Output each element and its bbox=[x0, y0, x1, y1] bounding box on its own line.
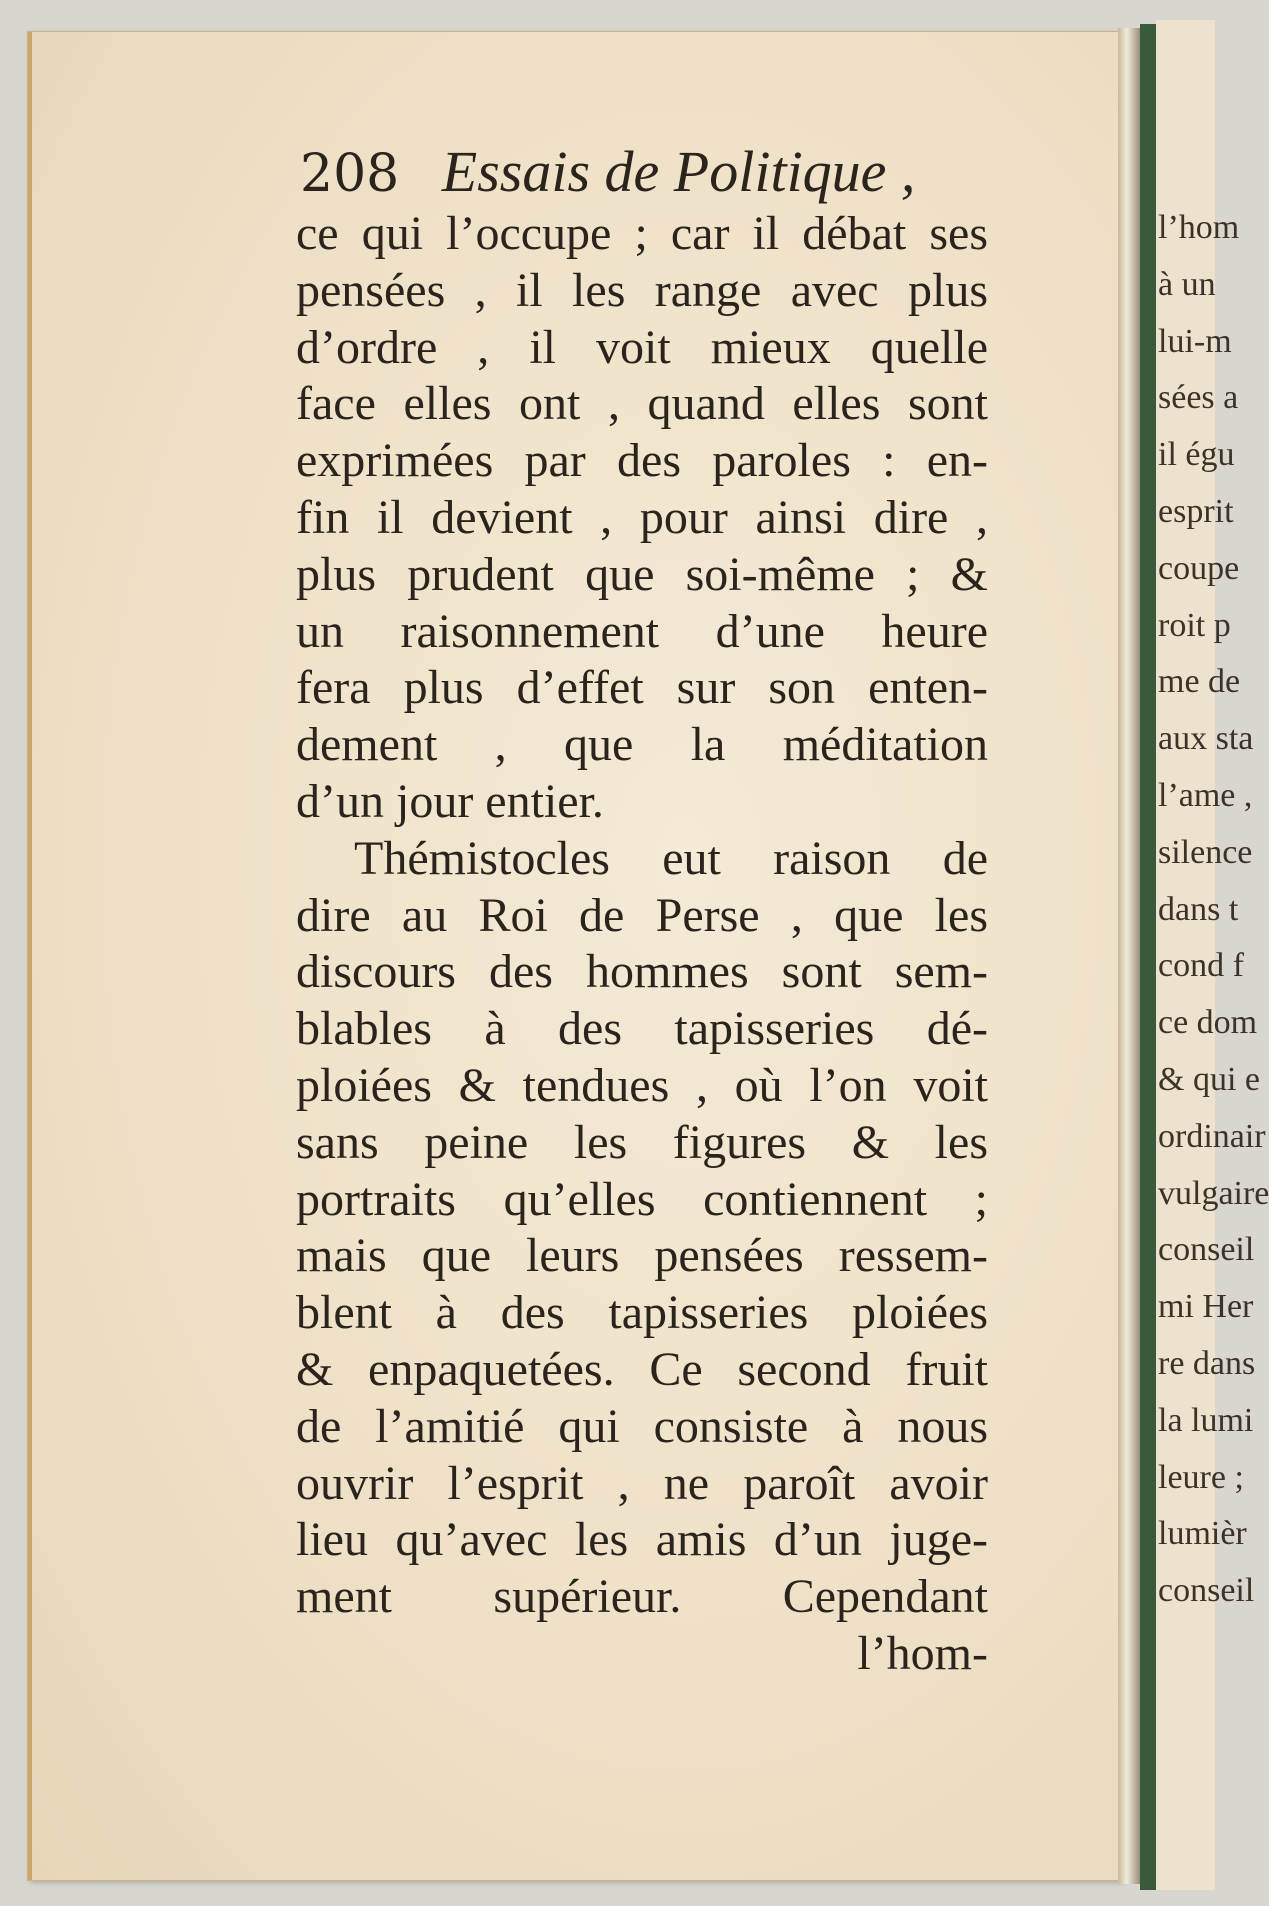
text-line: blables à des tapisseries dé- bbox=[296, 1002, 988, 1056]
facing-page-fragment: roit p bbox=[1158, 606, 1231, 644]
text-line: lieu qu’avec les amis d’un juge- bbox=[296, 1513, 988, 1567]
text-line: ment supérieur. Cependant bbox=[296, 1570, 988, 1624]
facing-page-fragment: ce dom bbox=[1158, 1004, 1258, 1042]
facing-page-fragment: ordinair bbox=[1158, 1117, 1266, 1155]
running-title: Essais de Politique , bbox=[441, 139, 916, 204]
facing-page-fragment: leure ; bbox=[1158, 1458, 1244, 1496]
text-line: de l’amitié qui consiste à nous bbox=[296, 1399, 988, 1453]
text-line: fin il devient , pour ainsi dire , bbox=[296, 490, 988, 544]
text-line: pensées , il les range avec plus bbox=[296, 263, 988, 317]
facing-page-fragment: il égu bbox=[1158, 436, 1235, 474]
running-header bbox=[300, 138, 1040, 208]
facing-page-fragment: lui-m bbox=[1158, 322, 1232, 360]
text-line: d’un jour entier. bbox=[296, 774, 604, 828]
facing-page-fragment: à un bbox=[1158, 265, 1216, 303]
facing-page-fragment: conseil bbox=[1158, 1231, 1255, 1269]
facing-page-fragment: esprit bbox=[1158, 492, 1234, 530]
facing-page-fragment: la lumi bbox=[1158, 1401, 1254, 1439]
body-text bbox=[296, 206, 988, 1683]
text-line: ce qui l’occupe ; car il débat ses bbox=[296, 207, 988, 260]
facing-page-fragments bbox=[1156, 200, 1269, 1620]
facing-page-fragment: mi Her bbox=[1158, 1288, 1254, 1326]
text-line: ouvrir l’esprit , ne paroît avoir bbox=[296, 1456, 988, 1510]
text-line: sans peine les figures & les bbox=[296, 1115, 988, 1169]
facing-page-fragment: & qui e bbox=[1158, 1060, 1260, 1098]
facing-page-fragment: l’hom bbox=[1158, 209, 1240, 246]
page-number: 208 bbox=[300, 144, 400, 204]
text-line: fera plus d’effet sur son enten- bbox=[296, 661, 988, 715]
text-line: un raisonnement d’une heure bbox=[296, 604, 988, 658]
facing-page bbox=[1156, 20, 1269, 1890]
facing-page-fragment: lumièr bbox=[1158, 1515, 1247, 1553]
page-gutter bbox=[1118, 28, 1140, 1884]
binding-edge bbox=[1140, 24, 1156, 1890]
facing-page-fragment: sées a bbox=[1158, 379, 1239, 417]
text-line: discours des hommes sont sem- bbox=[296, 945, 988, 999]
text-line: & enpaquetées. Ce second fruit bbox=[296, 1342, 988, 1396]
facing-page-fragment: aux sta bbox=[1158, 720, 1254, 758]
text-line: mais que leurs pensées ressem- bbox=[296, 1229, 988, 1283]
facing-page-fragment: coupe bbox=[1158, 549, 1240, 587]
facing-page-fragment: dans t bbox=[1158, 890, 1239, 928]
text-line: blent à des tapisseries ploiées bbox=[296, 1286, 988, 1340]
facing-page-fragment: silence bbox=[1158, 833, 1253, 871]
text-line: exprimées par des paroles : en- bbox=[296, 434, 988, 488]
facing-page-fragment: vulgaire bbox=[1158, 1174, 1269, 1212]
text-line: face elles ont , quand elles sont bbox=[296, 377, 988, 431]
catchword: l’hom- bbox=[857, 1626, 988, 1680]
text-line: d’ordre , il voit mieux quelle bbox=[296, 320, 988, 374]
facing-page-fragment: conseil bbox=[1158, 1572, 1255, 1610]
text-line: ploiées & tendues , où l’on voit bbox=[296, 1058, 988, 1112]
facing-page-fragment: l’ame , bbox=[1158, 776, 1253, 814]
text-line: dire au Roi de Perse , que les bbox=[296, 888, 988, 942]
text-line: portraits qu’elles contiennent ; bbox=[296, 1172, 988, 1226]
text-line: plus prudent que soi-même ; & bbox=[296, 547, 988, 601]
facing-page-fragment: me de bbox=[1158, 663, 1241, 701]
text-line: Thémistocles eut raison de bbox=[354, 831, 988, 885]
text-line: dement , que la méditation bbox=[296, 718, 988, 772]
facing-page-fragment: cond f bbox=[1158, 947, 1244, 985]
facing-page-fragment: re dans bbox=[1158, 1344, 1256, 1382]
